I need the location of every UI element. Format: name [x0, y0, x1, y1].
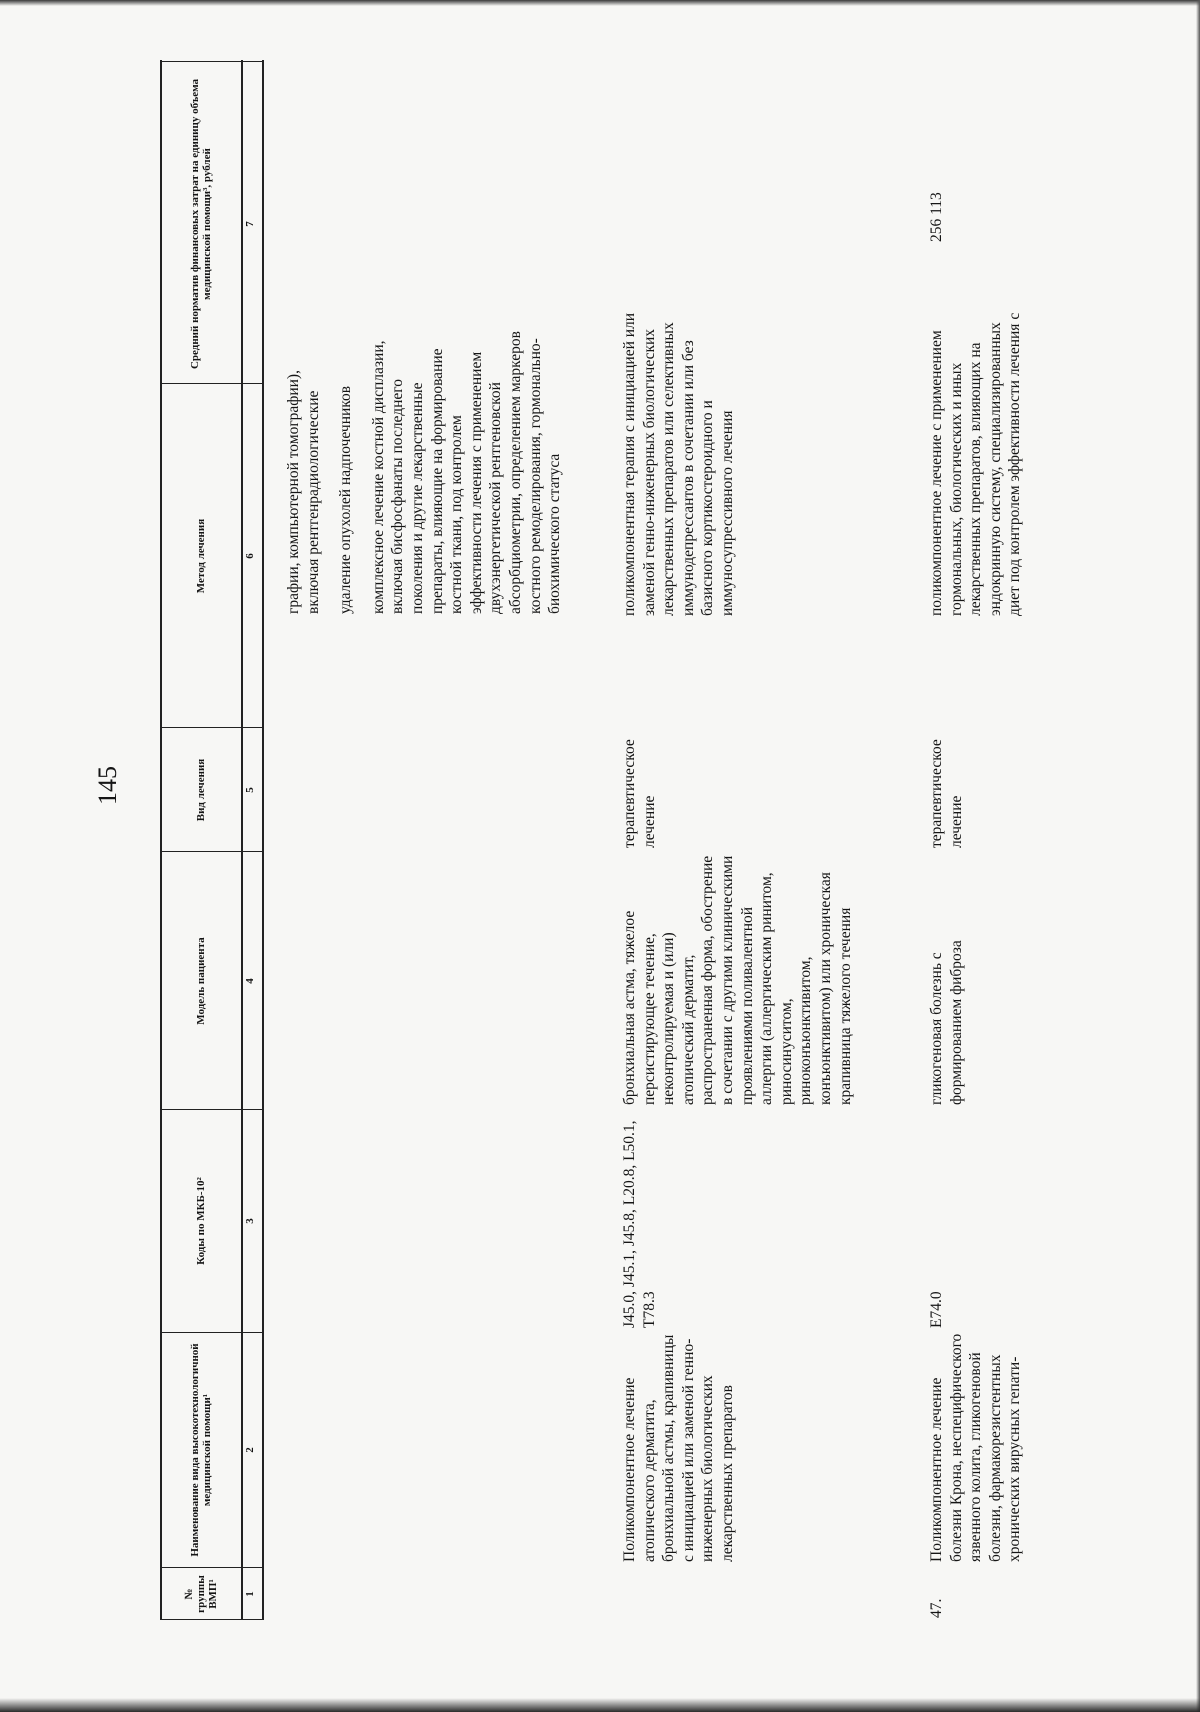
patient-model-cell: гликогеновая болезнь с формированием фиброза	[928, 940, 965, 1105]
header-method: Метод лечения	[195, 518, 207, 594]
scan-edge	[0, 0, 1200, 6]
cost-cell: 256 113	[928, 192, 945, 242]
method-cell	[284, 312, 578, 614]
method-text: графии, компьютерной томографии), включая рентгенрадиологические	[285, 370, 322, 614]
table-rule	[160, 727, 262, 728]
method-text: поликомпонентная терапия с инициацией или заменой генно-инженерных биологических лекарственных препаратов или селективных иммунодепрессантов в сочетании или без базисного кортикостероидного и иммуносупрессивного лечения	[621, 312, 736, 616]
column-number: 6	[244, 553, 256, 559]
table-rule	[160, 1567, 262, 1568]
treatment-type-cell: терапевтическое лечение	[928, 739, 965, 848]
header-codes: Коды по МКБ-10²	[195, 1177, 207, 1265]
table-rule	[262, 60, 264, 1620]
column-number: 4	[244, 978, 256, 984]
method-cell	[927, 312, 1038, 616]
patient-model-cell: бронхиальная астма, тяжелое персистирующее течение, неконтролируемая и (или) атопический дерматит, распространенная форма, обострение в сочетании с другими клиническими проявлениями поливалентной аллергии (аллергическим ринитом, риносинуситом, риноконъюнктивитом, конъюнктивитом) или хроническая крапивница тяжелого течения	[621, 855, 854, 1105]
vmp-name-cell: Поликомпонентное лечение атопического дерматита, бронхиальной астмы, крапивницы с инициацией или заменой генно-инженерных биологических лекарственных препаратов	[621, 1334, 736, 1562]
page-number: 145	[93, 766, 122, 805]
method-text: поликомпонентное лечение с применением гормональных, биологических и иных лекарственных препаратов, влияющих на эндокринную систему, специализированных диет под контролем эффективности лечения с	[928, 312, 1024, 616]
column-number: 7	[244, 221, 256, 227]
table-rule	[160, 383, 262, 384]
table-rule	[160, 61, 262, 62]
column-number: 3	[244, 1218, 256, 1224]
table-rule	[160, 1619, 262, 1620]
header-cost: Средний норматив финансовых затрат на единицу объема медицинской помощи³, рублей	[189, 78, 213, 370]
header-group: № группы ВМП¹	[183, 1575, 219, 1613]
group-number-cell: 47.	[928, 1598, 945, 1618]
header-patient-model: Модель пациента	[195, 937, 207, 1025]
treatment-type-cell: терапевтическое лечение	[621, 739, 658, 848]
header-treatment-type: Вид лечения	[195, 758, 207, 822]
table-rule	[160, 1332, 262, 1333]
method-text: комплексное лечение костной дисплазии, включая бисфосфанаты последнего поколения и другие лекарственные препараты, влияющие на формирование костной ткани, под контролем эффективности лечения с применением двухэнергетической рентгеновской абсорбциометрии, определением маркеров костного ремоделирования, гормонально-биохимического статуса	[369, 331, 564, 614]
table-rule	[160, 1109, 262, 1110]
method-cell	[620, 312, 751, 616]
column-number: 1	[244, 1591, 256, 1597]
column-number: 5	[244, 787, 256, 793]
icd-codes-cell: J45.0, J45.1, J45.8, L20.8, L50.1, T78.3	[621, 1120, 658, 1328]
vmp-name-cell: Поликомпонентное лечение болезни Крона, неспецифического язвенного колита, гликогеновой болезни, фармакорезистентных хронических вирусных гепати-	[928, 1333, 1024, 1562]
method-text: удаление опухолей надпочечников	[337, 385, 355, 614]
icd-codes-cell: E74.0	[928, 1291, 945, 1328]
rotated-table	[160, 60, 1200, 1620]
scan-edge	[0, 1698, 1200, 1712]
column-number: 2	[244, 1447, 256, 1453]
table-rule	[160, 851, 262, 852]
header-name: Наименование вида высокотехнологичной медицинской помощи¹	[189, 1343, 213, 1557]
table-rule	[241, 60, 243, 1620]
